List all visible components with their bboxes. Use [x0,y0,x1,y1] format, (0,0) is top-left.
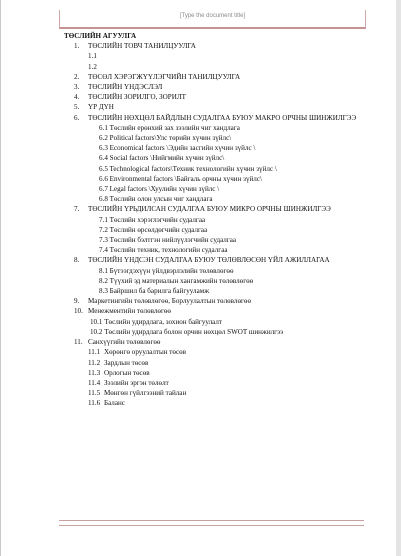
toc-title: ТӨСЛИЙН АГУУЛГА [64,32,137,40]
toc-item-6-3: 6.3 Economical factors \Эдийн засгийн хүчин зүйлс \ [99,144,256,153]
toc-item-11-5: 11.5 Мөнгөн гүйлгээний тайлан [88,389,187,398]
toc-item-8-3: 8.3 Байршил ба барилга байгууламж [99,287,210,296]
footer-rule-bottom [59,525,364,526]
toc-item-7: 7. ТӨСЛИЙН ҮРЬДИЛСАН СУДАЛГАА БУЮУ МИКРО ОРЧНЫ ШИНЖИЛГЭЭ [74,205,331,214]
toc-item-6-1: 6.1 Төслийн ерөнхий зах зээлийн чиг хандлага [99,123,240,132]
toc-item-3: 3. ТӨСЛИЙН ҮНДЭСЛЭЛ [74,83,163,92]
toc-item-11-4: 11.4 Зээлийн эргэн төлөлт [88,378,169,387]
toc-item-10-1: 10.1 Төслийн удирдлага, зохион байгуулалт [90,317,223,326]
toc-item-11: 11. Санхүүгийн төлөвлөгөө [74,338,161,347]
toc-item-1-2: 1.2 [88,62,97,71]
title-placeholder[interactable]: [Type the document title] [179,13,246,19]
toc-item-7-2: 7.2 Төслийн өрсөлдөгчийн судалгаа [99,225,208,234]
toc-item-5: 5. ҮР ДҮН [74,103,114,112]
toc-item-8-2: 8.2 Түүхий эд материалын хангамжийн төлөвлөгөө [99,276,254,285]
toc-item-10: 10. Менежментийн төлөвлөгөө [74,307,171,316]
toc-item-6-7: 6.7 Legal factors \Хуулийн хүчин зүйлс \ [99,185,220,194]
toc-item-10-2: 10.2 Төслийн удирдлага болон орчин нөхцөл SWOT шинжилгээ [90,327,284,336]
toc-item-1: 1. ТӨСЛИЙН ТОВЧ ТАНИЛЦУУЛГА [74,42,196,51]
toc-item-8-1: 8.1 Бүтээгдэхүүн үйлдвэрлэлийн төлөвлөгөө [99,266,234,275]
toc-item-11-2: 11.2 Зардлын төсөв [88,358,149,367]
table-of-contents [60,31,365,409]
page-left-edge [0,0,1,556]
toc-item-6-4: 6.4 Social factors \Нийгмийн хүчин зүйлс\ [99,154,225,163]
toc-item-2: 2. ТӨСӨЛ ХЭРЭГЖҮҮЛЭГЧИЙН ТАНИЛЦУУЛГА [74,72,241,81]
toc-item-11-6: 11.6 Баланс [88,399,125,408]
toc-item-11-3: 11.3 Орлогын төсөв [88,368,150,377]
toc-item-7-1: 7.1 Төслийн хэрэглэгчийн судалгаа [99,215,206,224]
toc-item-6: 6. ТӨСЛИЙН НӨХЦӨЛ БАЙДЛЫН СУДАЛГАА БУЮУ МАКРО ОРЧНЫ ШИНЖИЛГЭЭ [74,113,357,122]
toc-item-9: 9. Маркетингийн төлөвлөгөө, Борлуулалтын төлөвлөгөө [74,297,252,306]
footer-rule-top [59,520,364,521]
toc-item-4: 4. ТӨСЛИЙН ЗОРИЛГО, ЗОРИЛТ [74,93,187,102]
toc-item-6-8: 6.8 Төслийн олон улсын чиг хандлага [99,195,213,204]
toc-item-8: 8. ТӨСЛИЙН ҮНДСЭН СУДАЛГАА БУЮУ ТӨЛӨВЛӨСӨН ҮЙЛ АЖИЛЛАГАА [74,256,330,265]
toc-item-6-6: 6.6 Environmental factors \Байгаль орчны хүчин зүйлс\ [99,174,262,183]
page-right-edge [396,0,401,556]
toc-item-7-4: 7.4 Төслийн техник, технологийн судалгаа [99,246,228,255]
toc-item-1-1: 1.1 [88,52,97,61]
toc-item-6-2: 6.2 Political factors\Улс төрийн хүчин зүйлс\ [99,134,232,143]
toc-item-11-1: 11.1 Хөрөнгө оруулалтын төсөв [88,348,186,357]
toc-item-6-5: 6.5 Technological factors\Техник технологийн хүчин зүйлс \ [99,164,277,173]
document-header[interactable] [59,10,366,29]
toc-item-7-3: 7.3 Төслийн бэлтгэн нийлүүлэгчийн судалгаа [99,236,237,245]
